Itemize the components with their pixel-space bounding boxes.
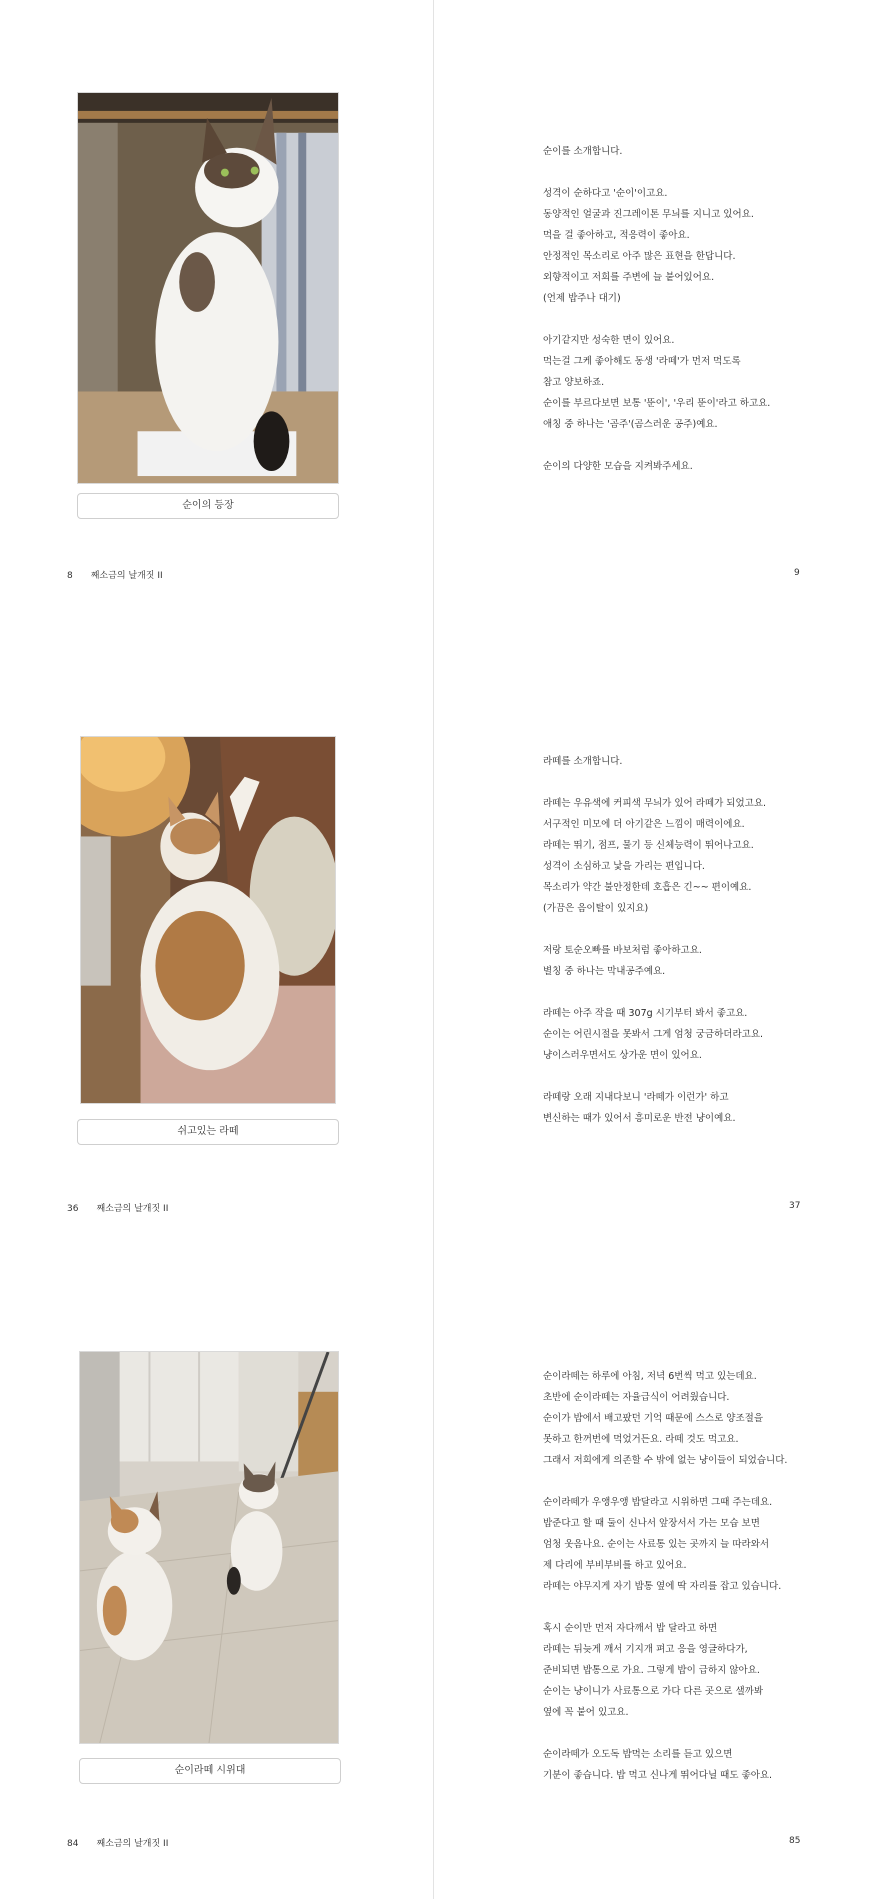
text-line: 준비되면 밥통으로 가요. 그렇게 밥이 급하지 않아요. bbox=[543, 1665, 760, 1676]
text-line: 순이는 어린시절을 못봐서 그게 엄청 궁금하더라고요. bbox=[543, 1029, 764, 1040]
text-line: 저랑 토순오빠를 바보처럼 좋아하고요. bbox=[543, 945, 702, 956]
text-line: 옆에 꼭 붙어 있고요. bbox=[543, 1707, 629, 1718]
text-line: 라떼는 우유색에 커피색 무늬가 있어 라떼가 되었고요. bbox=[543, 798, 767, 809]
cat-photo-illustration bbox=[81, 737, 335, 1103]
text-line: 제 다리에 부비부비를 하고 있어요. bbox=[543, 1560, 687, 1571]
text-line: 먹는걸 그케 좋아해도 동생 '라떼'가 먼저 먹도록 bbox=[543, 356, 741, 367]
text-line: 서구적인 미모에 더 아기같은 느낌이 매력이에요. bbox=[543, 819, 745, 830]
photo-caption: 쉬고있는 라떼 bbox=[77, 1119, 339, 1145]
text-line: 혹시 순이만 먼저 자다깨서 밥 달라고 하면 bbox=[543, 1623, 718, 1634]
running-head: 째소금의 날개짓 II bbox=[96, 1204, 169, 1214]
page-gutter bbox=[433, 0, 434, 633]
text-line: (언제 밥주나 대기) bbox=[543, 293, 621, 304]
left-folio bbox=[67, 568, 163, 581]
text-line: 라떼는 아주 작을 때 307g 시기부터 봐서 좋고요. bbox=[543, 1008, 748, 1019]
book-spread-2 bbox=[0, 633, 870, 1266]
text-line: (가끔은 음이탈이 있지요) bbox=[543, 903, 649, 914]
photo-sooni-latte-protest bbox=[79, 1351, 339, 1744]
text-line: 순이를 소개합니다. bbox=[543, 146, 623, 157]
photo-caption: 순이의 등장 bbox=[77, 493, 339, 519]
photo-caption: 순이라떼 시위대 bbox=[79, 1758, 341, 1784]
text-line: 기분이 좋습니다. 밥 먹고 신나게 뛰어다닐 때도 좋아요. bbox=[543, 1770, 773, 1781]
text-line: 목소리가 약간 불안정한데 호흡은 긴~~ 편이예요. bbox=[543, 882, 752, 893]
text-line: 참고 양보하죠. bbox=[543, 377, 605, 388]
text-line: 순이가 밥에서 배고팠던 기억 때문에 스스로 양조절을 bbox=[543, 1413, 764, 1424]
left-page-number: 36 bbox=[67, 1204, 79, 1214]
text-line: 변신하는 때가 있어서 흥미로운 반전 냥이예요. bbox=[543, 1113, 736, 1124]
running-head: 째소금의 날개짓 II bbox=[96, 1839, 169, 1849]
cat-photo-illustration bbox=[78, 93, 338, 483]
text-line: 라떼는 뒤늦게 깨서 기지개 펴고 응을 영글하다가, bbox=[543, 1644, 748, 1655]
left-folio bbox=[67, 1836, 168, 1849]
text-line: 아기같지만 성숙한 면이 있어요. bbox=[543, 335, 675, 346]
text-line: 애칭 중 하나는 '곰주'(곰스러운 공주)예요. bbox=[543, 419, 718, 430]
book-spread-1 bbox=[0, 0, 870, 633]
text-line: 외향적이고 저희를 주변에 늘 붙어있어요. bbox=[543, 272, 715, 283]
text-line: 안정적인 목소리로 아주 많은 표현을 한답니다. bbox=[543, 251, 736, 262]
text-line: 순이라떼는 하루에 아침, 저녁 6번씩 먹고 있는데요. bbox=[543, 1371, 757, 1382]
text-line: 밥준다고 할 때 둘이 신나서 앞장서서 가는 모습 보면 bbox=[543, 1518, 760, 1529]
right-page-number: 9 bbox=[794, 568, 800, 578]
text-line: 라떼는 뛰기, 점프, 물기 등 신체능력이 뛰어나고요. bbox=[543, 840, 754, 851]
text-line: 먹을 걸 좋아하고, 적응력이 좋아요. bbox=[543, 230, 690, 241]
text-line: 순이를 부르다보면 보통 '뚠이', '우리 뚠이'라고 하고요. bbox=[543, 398, 771, 409]
right-page-number: 85 bbox=[789, 1836, 801, 1846]
body-text bbox=[543, 751, 843, 1129]
body-text bbox=[543, 141, 843, 477]
cat-photo-illustration bbox=[80, 1352, 338, 1743]
right-page-number: 37 bbox=[789, 1201, 801, 1211]
photo-sooni-sitting bbox=[77, 92, 339, 484]
text-line: 라떼는 야무지게 자기 밥통 옆에 딱 자리를 잡고 있습니다. bbox=[543, 1581, 782, 1592]
text-line: 초반에 순이라떼는 자율급식이 어려웠습니다. bbox=[543, 1392, 730, 1403]
text-line: 성격이 순하다고 '순이'이고요. bbox=[543, 188, 668, 199]
text-line: 별칭 중 하나는 막내공주예요. bbox=[543, 966, 666, 977]
text-line: 못하고 한꺼번에 먹었거든요. 라떼 것도 먹고요. bbox=[543, 1434, 739, 1445]
text-line: 엄청 웃음나요. 순이는 사료통 있는 곳까지 늘 따라와서 bbox=[543, 1539, 770, 1550]
text-line: 냥이스러우면서도 상가운 면이 있어요. bbox=[543, 1050, 702, 1061]
text-line: 순이는 냥이니가 사료통으로 가다 다른 곳으로 샐까봐 bbox=[543, 1686, 764, 1697]
photo-latte-resting bbox=[80, 736, 336, 1104]
left-page-number: 8 bbox=[67, 571, 73, 581]
text-line: 순이라떼가 우앵우앵 밥달라고 시위하면 그때 주는데요. bbox=[543, 1497, 773, 1508]
left-folio bbox=[67, 1201, 168, 1214]
book-spread-3 bbox=[0, 1266, 870, 1899]
text-line: 순이의 다양한 모습을 지켜봐주세요. bbox=[543, 461, 693, 472]
body-text bbox=[543, 1366, 843, 1786]
text-line: 라떼랑 오래 지내다보니 '라떼가 이런가' 하고 bbox=[543, 1092, 729, 1103]
page-gutter bbox=[433, 633, 434, 1266]
text-line: 성격이 소심하고 낯을 가리는 편입니다. bbox=[543, 861, 705, 872]
text-line: 동양적인 얼굴과 진그레이톤 무늬를 지니고 있어요. bbox=[543, 209, 754, 220]
text-line: 순이라떼가 오도독 밥먹는 소리를 듣고 있으면 bbox=[543, 1749, 733, 1760]
page-gutter bbox=[433, 1266, 434, 1899]
text-line: 그래서 저희에게 의존할 수 밖에 없는 냥이들이 되었습니다. bbox=[543, 1455, 788, 1466]
left-page-number: 84 bbox=[67, 1839, 79, 1849]
text-line: 라떼를 소개합니다. bbox=[543, 756, 623, 767]
running-head: 째소금의 날개짓 II bbox=[90, 571, 163, 581]
